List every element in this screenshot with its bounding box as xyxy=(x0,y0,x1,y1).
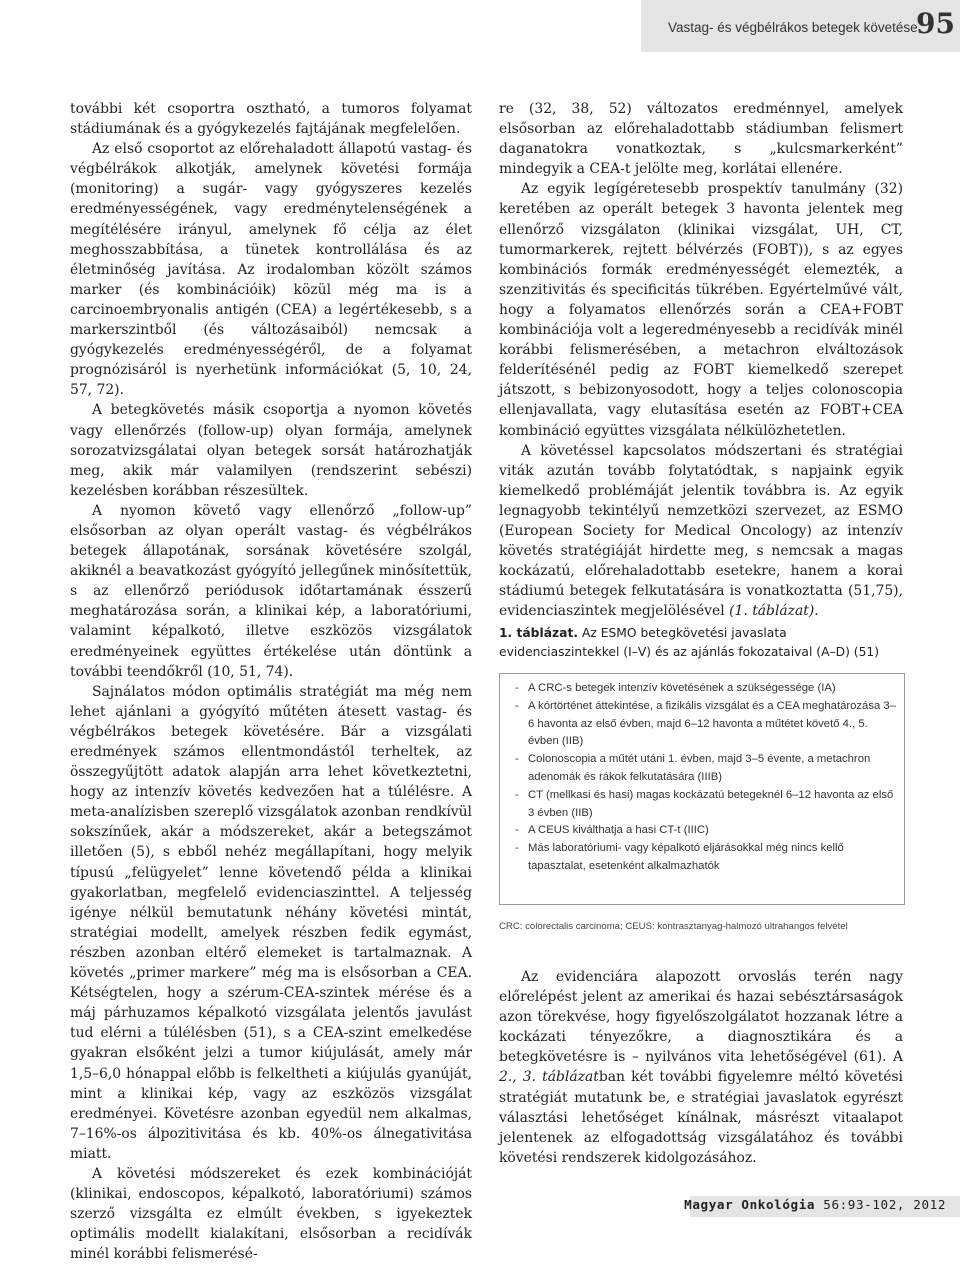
footer-citation xyxy=(684,1197,946,1212)
after-table-text xyxy=(499,967,903,1168)
table-reference: (1. táblázat). xyxy=(729,603,819,620)
paragraph: további két csoportra osztható, a tumoros folyamat stádiumának és a gyógykezelés fajtájának megfelelően. xyxy=(70,101,472,138)
paragraph: re (32, 38, 52) változatos eredménnyel, amelyek elsősorban az előrehaladottabb stádiumban felismert daganatokra vonatkoztak, s „kulcsmarkerként” mindegyik a CEA-t jelölte meg, korlátai ellenére. xyxy=(499,101,903,178)
paragraph: A betegkövetés másik csoportja a nyomon követés vagy ellenőrzés (follow-up) olyan formája, amelynek sorozatvizsgálatai olyan betegek sorsát határozhatják meg, akik már valamilyen (rendszerint sebészi) kezelésben korábban részesültek. xyxy=(70,402,472,499)
table-caption-text: Az ESMO betegkövetési javaslata evidenciaszintekkel (I–V) és az ajánlás fokozataival (A–D) (51) xyxy=(499,626,880,659)
table-reference: 2., 3. táblázat xyxy=(499,1069,599,1086)
list-item: - CT (mellkasi és hasi) magas kockázatú betegeknél 6–12 havonta az első 3 évben (IIB) xyxy=(515,788,894,819)
paragraph-text: Az evidenciára alapozott orvoslás terén nagy előrelépést jelent az amerikai és hazai sebésztársaságok azon törekvése, hogy figyelőszolgálatot hozzanak létre a kockázati tényezőkre, a diagnosztikára és a betegkövetésre is – nyilvános vita lehetőségével (61). A xyxy=(499,969,903,1066)
list-item-text: Más laboratóriumi- vagy képalkotó eljárásokkal még nincs kellő tapasztalat, esetenként alkalmazhatók xyxy=(528,842,844,872)
paragraph xyxy=(499,441,903,622)
list-item: - A CRC-s betegek intenzív követésének a szükségessége (IA) xyxy=(515,682,836,694)
paragraph: Sajnálatos módon optimális stratégiát ma még nem lehet ajánlani a gyógyító műtéten átesett vastag- és végbélrákos betegek követésére. Bár a vizsgálati eredmények számos ellentmondástól terheltek, az összegyűjtött adatok alapján arra lehet következtetni, hogy az intenzív követés kedvezően hat a túlélésre. A meta-analízisben szereplő vizsgálatok azonban rendkívül sokszínűek, akár a módszereket, akár a betegszámot illetően (5), s ebből nehéz megállapítani, hogy melyik típusú „felügyelet” lenne követendő példa a klinikai gyakorlatban, megfelelő evidenciaszinttel. A teljesség igénye nélkül bemutatunk néhány követési mintát, stratégiai modellt, amelyek részben fedik egymást, részben azonban eltérő elemeket is tartalmaznak. A követés „primer markere” még ma is elsősorban a CEA. Kétségtelen, hogy a szérum-CEA-szintek mérése és a máj párhuzamos képalkotó vizsgálata jelentős javulást tud elérni a túlélésben (51), s a CEA-szint emelkedése gyakran elsőként jelzi a tumor kiújulását, amely már 1,5–6,0 hónappal előbb is felkeltheti a kiújulás gyanúját, mint a klinikai kép, vagy az eszközös vizsgálat eredményei. Követésre azonban egyedül nem alkalmas, 7–16%-os álpozitivitása és kb. 40%-os álnegativitása miatt. xyxy=(70,683,472,1162)
list-item-text: A kórtörténet áttekintése, a fizikális vizsgálat és a CEA meghatározása 3–6 havonta az első évben, majd 6–12 havonta a műtétet követő 4., 5. évben (IIB) xyxy=(528,699,896,748)
list-item: - A kórtörténet áttekintése, a fizikális vizsgálat és a CEA meghatározása 3–6 havonta az első évben, majd 6–12 havonta a műtétet követő 4., 5. évben (IIB) xyxy=(515,699,896,748)
table-caption xyxy=(499,624,909,662)
table-box xyxy=(499,673,905,905)
list-item: - Colonoscopia a műtét utáni 1. évben, majd 3–5 évente, a metachron adenomák és rákok felkutatására (IIIB) xyxy=(515,753,871,783)
paragraph: Az első csoportot az előrehaladott állapotú vastag- és végbélrákok alkotják, amelynek követési formája (monitoring) a sugár- vagy gyógyszeres kezelés eredményességének, vagy eredménytelenségének a megítélésére irányul, amelynek fő célja az élet meghosszabbítása, a tünetek kontrollálása és az életminőség javítása. Az irodalomban közölt számos marker (és kombinációik) közül még ma is a carcinoembryonalis antigén (CEA) a legértékesebb, s a markerszintből (és változásaiból) nemcsak a gyógykezelés eredményességéről, de a folyamat prognózisáról is nyerhetünk információkat (5, 10, 24, 57, 72). xyxy=(70,141,472,399)
table-list xyxy=(500,674,904,876)
journal-issue: 56:93-102, 2012 xyxy=(823,1197,946,1212)
table-footnote: CRC: colorectalis carcinoma; CEUS: kontrasztanyag-halmozó ultrahangos felvétel xyxy=(499,921,848,932)
journal-name: Magyar Onkológia xyxy=(684,1197,816,1212)
paragraph: A követési módszereket és ezek kombinációját (klinikai, endoscopos, képalkotó, laboratóriumi) számos szerző vizsgálta ez elmúlt években, s igyekeztek optimális modellt kialakítani, elsősorban a recidívák minél korábbi felismerésé- xyxy=(70,1165,472,1263)
paragraph: A nyomon követő vagy ellenőrző „follow-up” elsősorban az olyan operált vastag- és végbélrákos betegek állapotának, sorsának követésére szolgál, akiknél a beavatkozást gyógyító jellegűnek minősítettük, s az ellenőrző periódusok időtartamának ésszerű meghatározása során, a klinikai kép, a laboratóriumi, valamint képalkotó, illetve eszközös vizsgálatok eredményeinek együttes értékelése után döntünk a további teendőkről (10, 51, 74). xyxy=(70,502,472,680)
paragraph: Az egyik legígéretesebb prospektív tanulmány (32) keretében az operált betegek 3 havonta jelentek meg ellenőrző vizsgálaton (klinikai vizsgálat, UH, CT, tumormarkerek, rejtett bélvérzés (FOBT)), s az egyes kombinációs formák eredményességét elemezték, a szenzitivitás és specificitás tükrében. Egyértelművé vált, hogy a folyamatos ellenőrzés során a CEA+FOBT kombinációja volt a legeredményesebb a recidívák minél korábbi felismerésében, a metachron elváltozások felderítésénél pedig az FOBT kiemelkedő szerepet játszott, s bebizonyosodott, hogy a teljes colonoscopia ellenjavallata, vagy elutasítása esetén az FOBT+CEA kombináció együttes vizsgálata nélkülözhetetlen. xyxy=(499,181,903,439)
paragraph-text: ban két további figyelemre méltó követési stratégiát mutatunk be, e stratégiai javaslatok egyrészt választási lehetőséget kínálnak, másrészt vitaalapot jelentenek az elfogadottság vizsgálatához és további követési rendszerek kidolgozásához. xyxy=(499,1069,903,1166)
list-item-text: A CEUS kiválthatja a hasi CT-t (IIIC) xyxy=(528,824,709,837)
paragraph xyxy=(499,967,903,1168)
list-item-text: A CRC-s betegek intenzív követésének a szükségessége (IA) xyxy=(528,682,836,694)
list-item-text: Colonoscopia a műtét utáni 1. évben, majd 3–5 évente, a metachron adenomák és rákok felkutatására (IIIB) xyxy=(528,753,871,783)
left-column xyxy=(70,99,472,1264)
list-item: - Más laboratóriumi- vagy képalkotó eljárásokkal még nincs kellő tapasztalat, esetenként alkalmazhatók xyxy=(515,842,844,872)
running-title: Vastag- és végbélrákos betegek követése xyxy=(668,20,918,35)
page-number: 95 xyxy=(916,7,955,40)
paragraph-text: A követéssel kapcsolatos módszertani és stratégiai viták azután tovább folytatódtak, s napjaink egyik kiemelkedő problémáját jelentik továbbra is. Az egyik legnagyobb tekintélyű nemzetközi szervezet, az ESMO (European Society for Medical Oncology) az intenzív követés stratégiáját hirdette meg, s nemcsak a magas kockázatú, előrehaladottabb esetekre, hanem a korai stádiumú betegek felkutatására is vonatkoztatta (51,75), evidenciaszintek megjelölésével xyxy=(499,442,903,620)
table-number: 1. táblázat. xyxy=(499,626,579,640)
list-item: - A CEUS kiválthatja a hasi CT-t (IIIC) xyxy=(515,824,709,837)
list-item-text: CT (mellkasi és hasi) magas kockázatú betegeknél 6–12 havonta az első 3 évben (IIB) xyxy=(528,788,894,819)
